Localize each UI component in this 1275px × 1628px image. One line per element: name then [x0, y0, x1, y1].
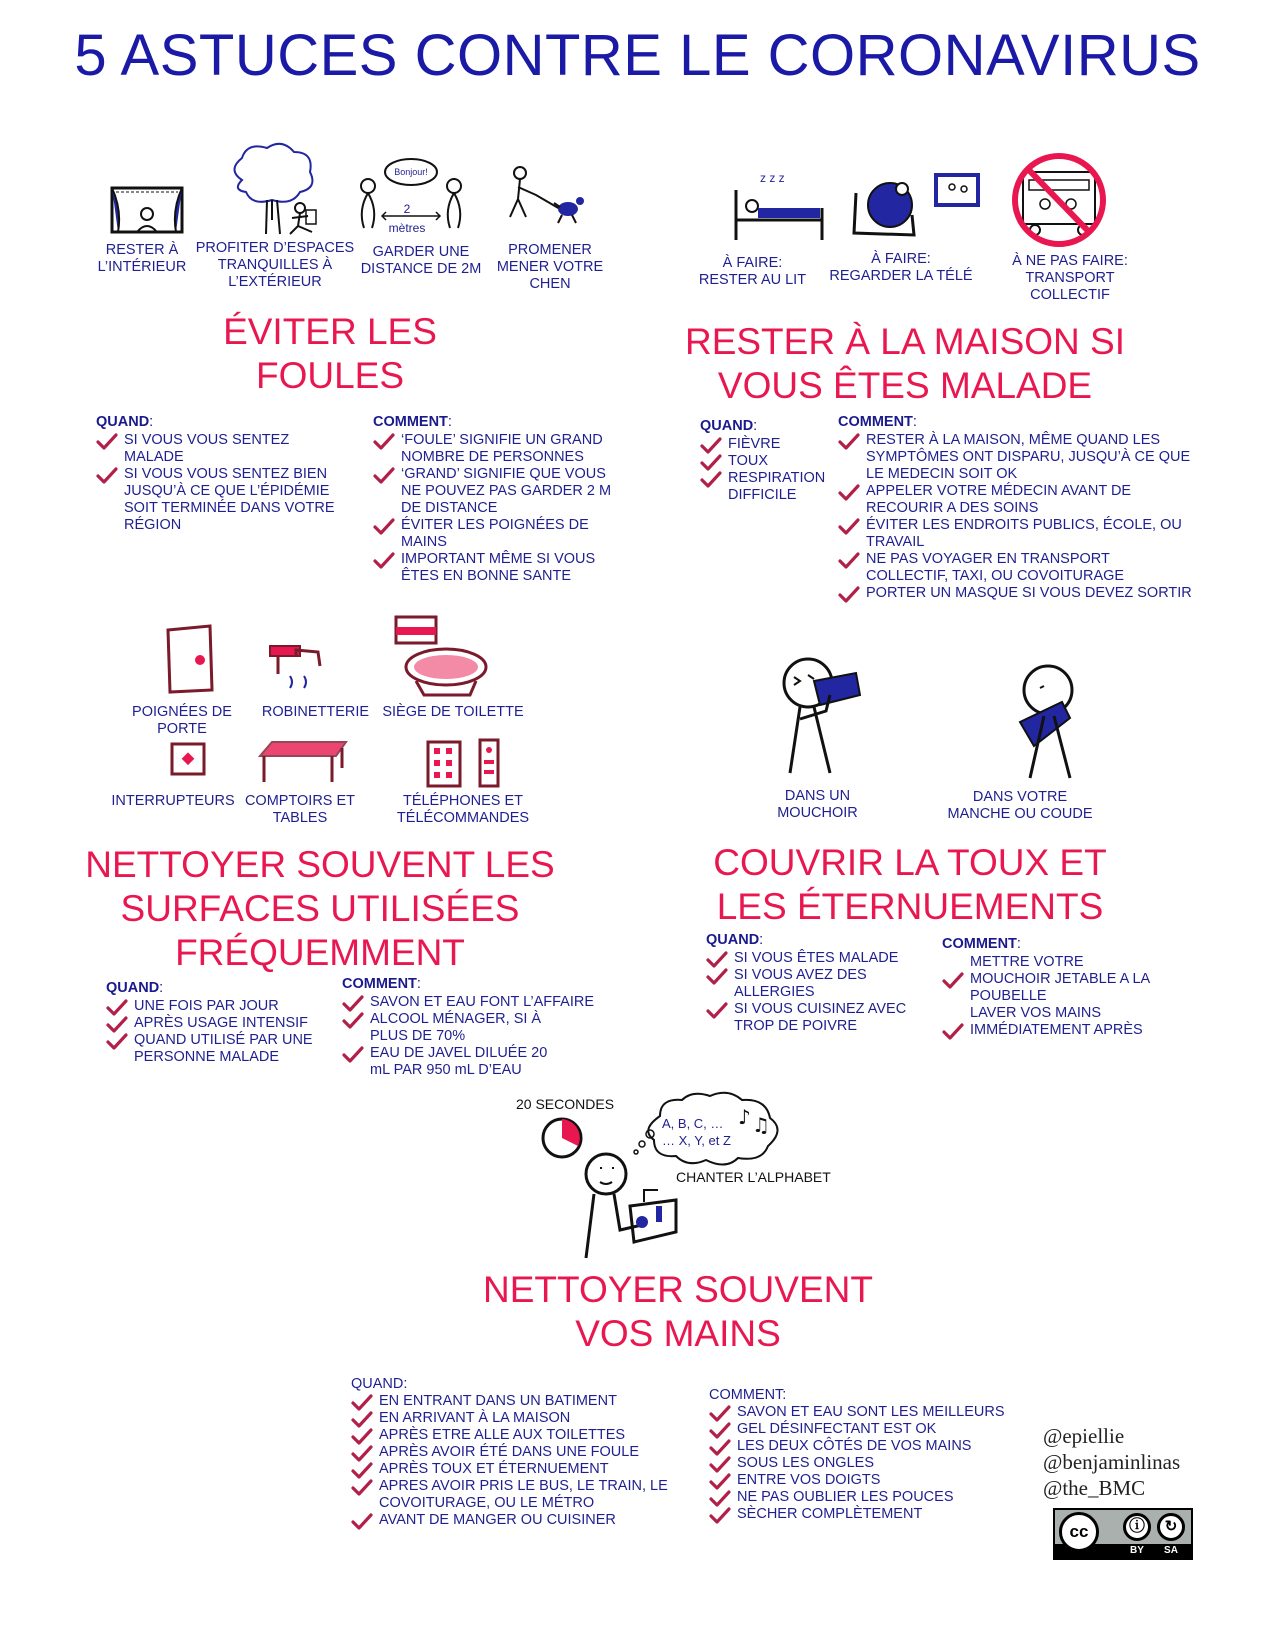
- dog-walk-icon: [506, 165, 590, 227]
- svg-text:♪: ♪: [738, 1105, 751, 1129]
- surfaces-comment: COMMENT: SAVON ET EAU FONT L’AFFAIRE ALCOOL MÉNAGER, SI À PLUS DE 70% EAU DE JAVEL DILUÉE 20 mL PAR 950 mL D’EAU: [342, 976, 602, 1079]
- sa-label: SA: [1164, 1545, 1178, 1556]
- check-icon: [342, 1012, 364, 1030]
- list-item: ALCOOL MÉNAGER, SI À PLUS DE 70%: [342, 1011, 602, 1045]
- list-item: ÉVITER LES ENDROITS PUBLICS, ÉCOLE, OU TRAVAIL: [838, 517, 1193, 551]
- credit-handle: @the_BMC: [1043, 1476, 1146, 1500]
- svg-text:♫: ♫: [752, 1113, 770, 1137]
- list-item: PORTER UN MASQUE SI VOUS DEVEZ SORTIR: [838, 585, 1193, 602]
- maison-comment-list: [838, 432, 1193, 602]
- check-icon: [351, 1479, 373, 1497]
- credit-handle: @epiellie: [1043, 1424, 1125, 1448]
- credit-handle: @benjaminlinas: [1043, 1450, 1181, 1474]
- list-item: APRES AVOIR PRIS LE BUS, LE TRAIN, LE COVOITURAGE, OU LE MÉTRO: [351, 1478, 681, 1512]
- check-icon: [706, 968, 728, 986]
- faucet-icon: [268, 640, 328, 694]
- list-item: ÉVITER LES POIGNÉES DE MAINS: [373, 517, 618, 551]
- alphabet-line1: A, B, C, …: [662, 1116, 724, 1131]
- toux-quand: QUAND: SI VOUS ÊTES MALADE SI VOUS AVEZ DES ALLERGIES SI VOUS CUISINEZ AVEC TROP DE POIVRE: [706, 932, 916, 1035]
- icon-label-distance: GARDER UNE DISTANCE DE 2M: [360, 244, 482, 277]
- seconds-label: 20 SECONDES: [516, 1096, 615, 1112]
- list-item: SI VOUS ÊTES MALADE: [706, 950, 916, 967]
- bed-icon: [730, 160, 826, 242]
- check-icon: [373, 467, 395, 485]
- check-icon: [942, 972, 964, 990]
- foules-comment: COMMENT: ‘FOULE’ SIGNIFIE UN GRAND NOMBRE DE PERSONNES ‘GRAND’ SIGNIFIE QUE VOUS NE POUVEZ PAS GARDER 2 M DE DISTANCE ÉVITER LES POIGNÉES DE MAINS IMPORTANT MÊME SI VOUS ÊTES EN BONNE SANTE: [373, 414, 618, 585]
- alphabet-line2: … X, Y, et Z: [662, 1133, 731, 1148]
- surfaces-comment-list: [342, 994, 602, 1079]
- maison-quand: QUAND: FIÈVRE TOUX RESPIRATION DIFFICILE: [700, 418, 830, 504]
- list-item: ‘GRAND’ SIGNIFIE QUE VOUS NE POUVEZ PAS GARDER 2 M DE DISTANCE: [373, 466, 618, 517]
- list-item: SI VOUS VOUS SENTEZ BIEN JUSQU’À CE QUE L’ÉPIDÉMIE SOIT TERMINÉE DANS VOTRE RÉGION: [96, 466, 346, 534]
- toux-comment-list: [942, 954, 1167, 1039]
- door-icon: [164, 624, 216, 694]
- check-icon: [838, 586, 860, 604]
- toux-comment: COMMENT: METTRE VOTRE MOUCHOIR JETABLE A LA POUBELLE LAVER VOS MAINS IMMÉDIATEMENT APRÈS: [942, 936, 1167, 1039]
- foules-quand-list: [96, 432, 346, 534]
- check-icon: [96, 467, 118, 485]
- check-icon: [838, 433, 860, 451]
- list-item: EN ARRIVANT À LA MAISON: [351, 1410, 681, 1427]
- icon-label-tele: À FAIRE: REGARDER LA TÉLÉ: [829, 251, 973, 284]
- list-item: NE PAS OUBLIER LES POUCES: [709, 1489, 1009, 1506]
- by-icon: ⓘ: [1123, 1513, 1151, 1541]
- icon-label-chien: PROMENER MENER VOTRE CHEN: [496, 242, 604, 292]
- page-title: 5 ASTUCES CONTRE LE CORONAVIRUS: [74, 23, 1201, 88]
- check-icon: [342, 1046, 364, 1064]
- window-person-icon: [108, 180, 188, 236]
- icon-label-robinetterie: ROBINETTERIE: [261, 704, 370, 720]
- tv-watch-icon: [850, 175, 980, 241]
- check-icon: [942, 1023, 964, 1041]
- list-item: NE PAS VOYAGER EN TRANSPORT COLLECTIF, TAXI, OU COVOITURAGE: [838, 551, 1193, 585]
- check-icon: [351, 1513, 373, 1531]
- svg-text:z z z: z z z: [760, 171, 785, 185]
- list-item: SI VOUS VOUS SENTEZ MALADE: [96, 432, 346, 466]
- list-item: APPELER VOTRE MÉDECIN AVANT DE RECOURIR A DES SOINS: [838, 483, 1193, 517]
- list-item: LAVER VOS MAINS IMMÉDIATEMENT APRÈS: [942, 1005, 1167, 1039]
- list-item: ENTRE VOS DOIGTS: [709, 1472, 1009, 1489]
- heading-surfaces: NETTOYER SOUVENT LES SURFACES UTILISÉES FRÉQUEMMENT: [85, 844, 555, 973]
- check-icon: [700, 471, 722, 489]
- tree-park-icon: [222, 140, 322, 236]
- check-icon: [838, 484, 860, 502]
- list-item: QUAND UTILISÉ PAR UNE PERSONNE MALADE: [106, 1032, 331, 1066]
- icon-label-rester-interieur: RESTER À L’INTÉRIEUR: [97, 242, 187, 275]
- heading-maison: RESTER À LA MAISON SI VOUS ÊTES MALADE: [684, 321, 1125, 406]
- sing-label: CHANTER L’ALPHABET: [676, 1169, 831, 1185]
- list-item: EAU DE JAVEL DILUÉE 20 mL PAR 950 mL D’EAU: [342, 1045, 602, 1079]
- check-icon: [373, 433, 395, 451]
- cc-icon: cc: [1059, 1512, 1099, 1552]
- list-item: LES DEUX CÔTÉS DE VOS MAINS: [709, 1438, 1009, 1455]
- list-item: TOUX: [700, 453, 830, 470]
- mains-comment: COMMENT: SAVON ET EAU SONT LES MEILLEURS GEL DÉSINFECTANT EST OK LES DEUX CÔTÉS DE VOS MAINS SOUS LES ONGLES ENTRE VOS DOIGTS NE PAS OUBLIER LES POUCES SÈCHER COMPLÈTEMENT: [709, 1387, 1009, 1523]
- list-item: SOUS LES ONGLES: [709, 1455, 1009, 1472]
- list-item: APRÈS ETRE ALLE AUX TOILETTES: [351, 1427, 681, 1444]
- check-icon: [709, 1507, 731, 1525]
- sa-icon: ↻: [1157, 1513, 1185, 1541]
- check-icon: [706, 1002, 728, 1020]
- list-item: EN ENTRANT DANS UN BATIMENT: [351, 1393, 681, 1410]
- elbow-sneeze-icon: [990, 662, 1090, 780]
- list-item: AVANT DE MANGER OU CUISINER: [351, 1512, 681, 1529]
- by-label: BY: [1130, 1545, 1144, 1556]
- list-item: SI VOUS AVEZ DES ALLERGIES: [706, 967, 916, 1001]
- handwash-person-icon: [580, 1150, 680, 1260]
- icon-label-siege: SIÈGE DE TOILETTE: [382, 704, 524, 720]
- check-icon: [373, 518, 395, 536]
- list-item: METTRE VOTRE MOUCHOIR JETABLE A LA POUBELLE: [942, 954, 1167, 1005]
- list-item: GEL DÉSINFECTANT EST OK: [709, 1421, 1009, 1438]
- list-item: UNE FOIS PAR JOUR: [106, 998, 331, 1015]
- clock-icon: [540, 1116, 584, 1160]
- tissue-sneeze-icon: [770, 655, 870, 775]
- list-item: RESTER À LA MAISON, MÊME QUAND LES SYMPTÔMES ONT DISPARU, JUSQU’À CE QUE LE MEDECIN SOIT OK: [838, 432, 1193, 483]
- foules-comment-list: [373, 432, 618, 585]
- icon-label-transport: À NE PAS FAIRE: TRANSPORT COLLECTIF: [1012, 253, 1128, 303]
- list-item: APRÈS USAGE INTENSIF: [106, 1015, 331, 1032]
- maison-comment: COMMENT: RESTER À LA MAISON, MÊME QUAND LES SYMPTÔMES ONT DISPARU, JUSQU’À CE QUE LE MEDECIN SOIT OK APPELER VOTRE MÉDECIN AVANT DE RECOURIR A DES SOINS ÉVITER LES ENDROITS PUBLICS, ÉCOLE, OU TRAVAIL NE PAS VOYAGER EN TRANSPORT COLLECTIF, TAXI, OU COVOITURAGE PORTER UN MASQUE SI VOUS DEVEZ SORTIR: [838, 414, 1193, 602]
- check-icon: [106, 1033, 128, 1051]
- maison-quand-list: [700, 436, 830, 504]
- heading-foules: ÉVITER LES FOULES: [223, 311, 437, 396]
- heading-mains: NETTOYER SOUVENT VOS MAINS: [483, 1269, 873, 1354]
- phone-remote-icon: [426, 738, 502, 788]
- toux-quand-list: [706, 950, 916, 1035]
- toilet-icon: [394, 615, 490, 697]
- heading-toux: COUVRIR LA TOUX ET LES ÉTERNUEMENTS: [713, 842, 1107, 927]
- list-item: ‘FOULE’ SIGNIFIE UN GRAND NOMBRE DE PERSONNES: [373, 432, 618, 466]
- no-bus-icon: [1005, 152, 1113, 248]
- icon-label-mouchoir: DANS UN MOUCHOIR: [777, 788, 858, 821]
- check-icon: [96, 433, 118, 451]
- icon-label-espaces: PROFITER D’ESPACES TRANQUILLES À L’EXTÉRIEUR: [195, 240, 355, 290]
- list-item: SÈCHER COMPLÈTEMENT: [709, 1506, 1009, 1523]
- check-icon: [373, 552, 395, 570]
- list-item: SI VOUS CUISINEZ AVEC TROP DE POIVRE: [706, 1001, 916, 1035]
- icon-label-interrupteurs: INTERRUPTEURS: [111, 793, 235, 809]
- distance-unit: mètres: [388, 221, 426, 235]
- icon-label-comptoirs: COMPTOIRS ET TABLES: [244, 793, 356, 826]
- cc-license-badge: [1053, 1508, 1193, 1560]
- mains-quand-list: [351, 1393, 681, 1529]
- list-item: APRÈS TOUX ET ÉTERNUEMENT: [351, 1461, 681, 1478]
- distance-number: 2: [403, 202, 411, 216]
- mains-comment-list: [709, 1404, 1009, 1523]
- list-item: IMPORTANT MÊME SI VOUS ÊTES EN BONNE SANTE: [373, 551, 618, 585]
- table-icon: [258, 738, 348, 784]
- icon-label-coude: DANS VOTRE MANCHE OU COUDE: [947, 789, 1093, 822]
- list-item: RESPIRATION DIFFICILE: [700, 470, 830, 504]
- icon-label-lit: À FAIRE: RESTER AU LIT: [698, 255, 807, 288]
- surfaces-quand-list: [106, 998, 331, 1066]
- list-item: APRÈS AVOIR ÉTÉ DANS UNE FOULE: [351, 1444, 681, 1461]
- icon-label-telephones: TÉLÉPHONES ET TÉLÉCOMMANDES: [396, 793, 530, 826]
- distance-people-icon: [356, 152, 466, 230]
- bonjour-bubble-text: Bonjour!: [394, 167, 428, 177]
- check-icon: [838, 552, 860, 570]
- list-item: SAVON ET EAU FONT L’AFFAIRE: [342, 994, 602, 1011]
- list-item: SAVON ET EAU SONT LES MEILLEURS: [709, 1404, 1009, 1421]
- icon-label-poignees: POIGNÉES DE PORTE: [132, 704, 232, 737]
- surfaces-quand: QUAND: UNE FOIS PAR JOUR APRÈS USAGE INTENSIF QUAND UTILISÉ PAR UNE PERSONNE MALADE: [106, 980, 331, 1066]
- light-switch-icon: [170, 742, 208, 776]
- list-item: FIÈVRE: [700, 436, 830, 453]
- check-icon: [838, 518, 860, 536]
- foules-quand: QUAND: SI VOUS VOUS SENTEZ MALADE SI VOUS VOUS SENTEZ BIEN JUSQU’À CE QUE L’ÉPIDÉMIE SOIT TERMINÉE DANS VOTRE RÉGION: [96, 414, 346, 534]
- mains-quand: QUAND: EN ENTRANT DANS UN BATIMENT EN ARRIVANT À LA MAISON APRÈS ETRE ALLE AUX TOILETTES APRÈS AVOIR ÉTÉ DANS UNE FOULE APRÈS TOUX ET ÉTERNUEMENT APRES AVOIR PRIS LE BUS, LE TRAIN, LE COVOITURAGE, OU LE MÉTRO AVANT DE MANGER OU CUISINER: [351, 1376, 681, 1529]
- credits: [1043, 1423, 1243, 1501]
